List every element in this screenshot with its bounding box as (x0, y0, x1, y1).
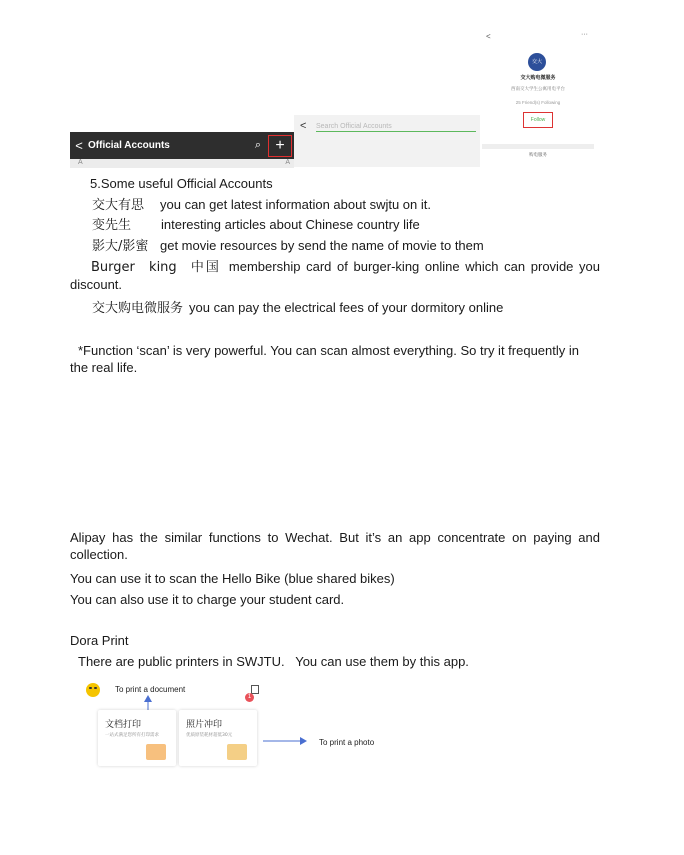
account-logo: 交大 (528, 53, 546, 71)
arrow-up-head (144, 695, 152, 702)
account-name: 变先生 (92, 218, 132, 233)
label-print-document: To print a document (115, 685, 186, 694)
search-input[interactable]: Search Official Accounts (316, 123, 476, 132)
follow-button[interactable]: Follow (523, 112, 553, 128)
more-icon[interactable]: ··· (581, 31, 588, 38)
friends-following: 25 Friend(s) Following (515, 100, 561, 105)
account-name: 交大有思 (92, 198, 145, 213)
card-subtitle: 优质原装耗材超低30元 (186, 733, 233, 738)
scan-note: *Function ‘scan’ is very powerful. You can scan almost everything. So try it frequently in the real life. (70, 343, 579, 375)
account-name: 影大/影蜜 (92, 239, 149, 254)
document-print-card[interactable] (98, 710, 176, 766)
account-desc: interesting articles about Chinese country life (161, 217, 420, 232)
account-desc: you can get latest information about swjtu on it. (160, 197, 431, 212)
search-icon[interactable]: ⌕ (254, 139, 262, 151)
account-name: 交大购电微服务 (92, 301, 184, 316)
arrow-right-head (300, 737, 307, 745)
menu-item-purchase[interactable]: 购电服务 (529, 153, 547, 158)
plus-icon[interactable]: + (268, 135, 292, 157)
section-heading: 5.Some useful Official Accounts (90, 176, 273, 191)
alipay-scan-line: You can use it to scan the Hello Bike (blue shared bikes) (70, 571, 395, 586)
back-arrow-icon[interactable]: < (300, 120, 307, 132)
notification-badge (245, 693, 254, 702)
back-arrow-icon[interactable]: < (75, 138, 83, 153)
dora-description: There are public printers in SWJTU. You can use them by this app. (78, 654, 469, 669)
card-subtitle: 一站式满足您所有打印需求 (105, 733, 159, 738)
card-title: 文档打印 (105, 720, 142, 730)
account-name: 交大购电微服务 (520, 75, 556, 81)
alipay-charge-line: You can also use it to charge your student card. (70, 592, 345, 607)
alipay-paragraph: Alipay has the similar functions to Wechat. But it’s an app concentrate on paying and collection. (70, 530, 600, 562)
badge-count: 1 (247, 694, 252, 700)
account-description: 西南交大学生公寓用电平台 (511, 87, 565, 92)
dora-heading: Dora Print (70, 633, 129, 648)
label-print-photo: To print a photo (319, 738, 375, 747)
back-arrow-icon[interactable]: < (486, 32, 491, 41)
account-desc: get movie resources by send the name of movie to them (160, 238, 484, 253)
account-name: Burger king 中国 (91, 260, 221, 275)
index-letter-right: A (285, 159, 290, 166)
account-desc: membership card of burger-king online which can provide you discount. (70, 259, 601, 292)
document-icon (146, 744, 166, 760)
photo-icon (227, 744, 247, 760)
official-accounts-title: Official Accounts (88, 140, 170, 151)
photo-print-card[interactable] (179, 710, 257, 766)
account-desc: you can pay the electrical fees of your dormitory online (189, 300, 504, 315)
card-title: 照片冲印 (186, 720, 223, 730)
index-letter-left: A (78, 159, 83, 166)
